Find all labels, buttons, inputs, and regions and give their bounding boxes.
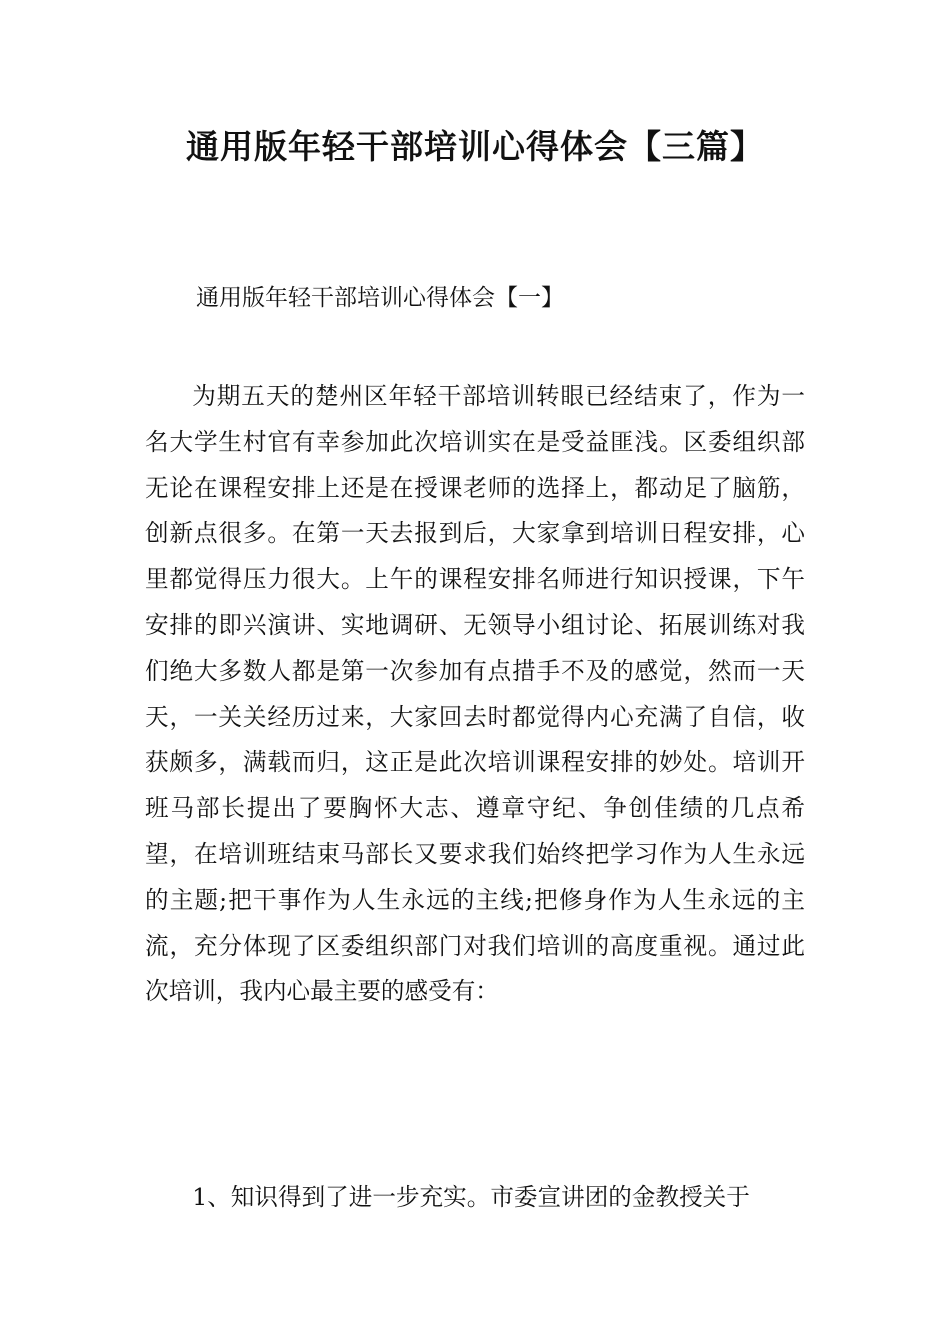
section-heading: 通用版年轻干部培训心得体会【一】 — [196, 285, 564, 311]
body-paragraph-2: 1、知识得到了进一步充实。市委宣讲团的金教授关于 — [192, 1183, 750, 1211]
document-title: 通用版年轻干部培训心得体会【三篇】 — [186, 127, 764, 166]
body-paragraph-1: 为期五天的楚州区年轻干部培训转眼已经结束了，作为一名大学生村官有幸参加此次培训实在是受益匪浅。区委组织部无论在课程安排上还是在授课老师的选择上，都动足了脑筋，创新点很多。在第一天去报到后，大家拿到培训日程安排，心里都觉得压力很大。上午的课程安排名师进行知识授课，下午安排的即兴演讲、实地调研、无领导小组讨论、拓展训练对我们绝大多数人都是第一次参加有点措手不及的感觉，然而一天天，一关关经历过来，大家回去时都觉得内心充满了自信，收获颇多，满载而归，这正是此次培训课程安排的妙处。培训开班马部长提出了要胸怀大志、遵章守纪、争创佳绩的几点希望，在培训班结束马部长又要求我们始终把学习作为人生永远的主题;把干事作为人生永远的主线;把修身作为人生永远的主流，充分体现了区委组织部门对我们培训的高度重视。通过此次培训，我内心最主要的感受有： — [145, 382, 805, 1006]
